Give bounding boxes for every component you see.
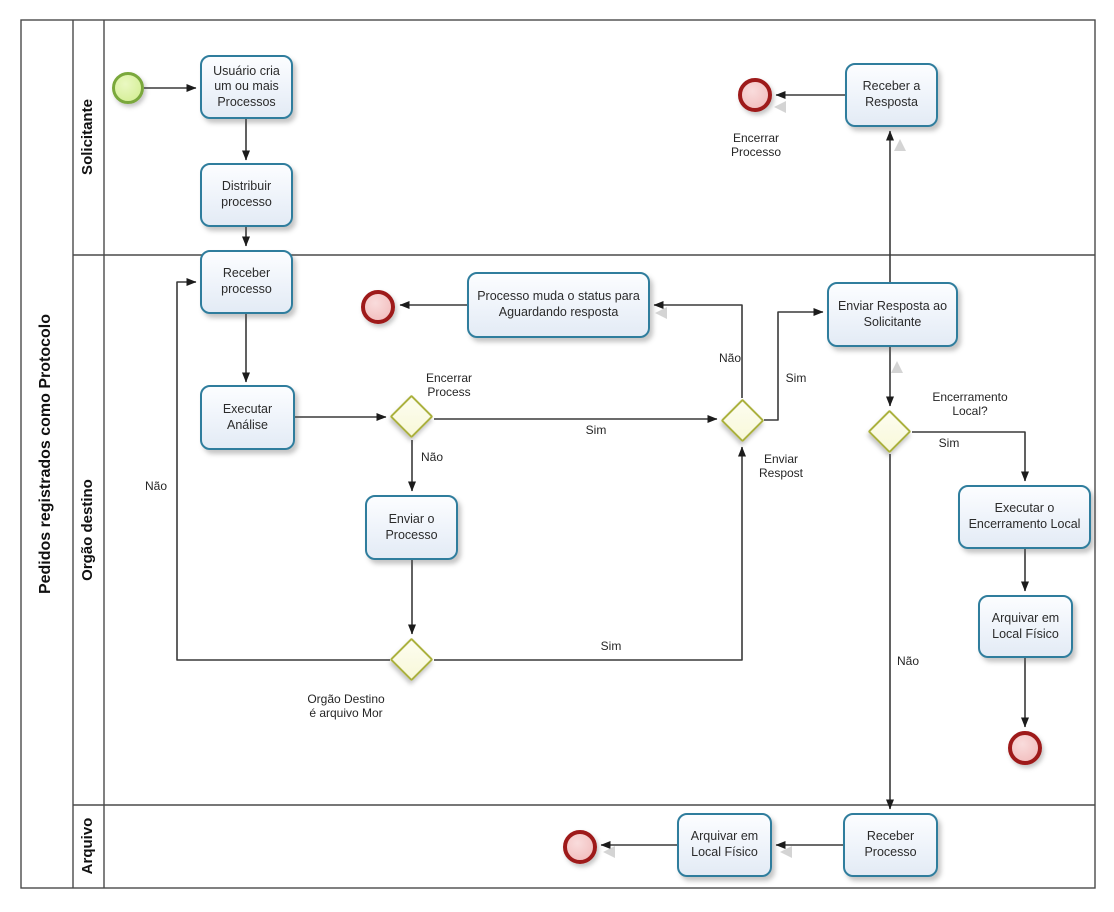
flow-label-gw2-sim: Sim [785, 371, 807, 386]
task-usuario-cria[interactable] [200, 55, 293, 119]
task-label: Receber processo [221, 266, 272, 296]
flow-label-gw4-sim: Sim [600, 639, 622, 654]
end-event-encerrar-processo[interactable] [738, 78, 772, 112]
lane-label-orgao-destino: Orgão destino [79, 479, 96, 581]
flow-label-gw4-nao: Não [144, 479, 168, 494]
task-label: Distribuir processo [221, 179, 272, 209]
task-enviar-o-processo[interactable] [365, 495, 458, 560]
flow-label-gw3-nao: Não [896, 654, 920, 669]
task-receber-processo-arquivo[interactable] [843, 813, 938, 877]
lane-label-arquivo: Arquivo [79, 817, 96, 875]
task-label: Usuário cria um ou mais Processos [213, 63, 280, 109]
ghost-arrow-icon [774, 101, 786, 113]
gateway-label-enviar-respost: Enviar Respost [758, 452, 804, 480]
task-label: Arquivar em Local Físico [991, 610, 1060, 641]
pool-border [21, 20, 1095, 888]
pool-label: Pedidos registrados como Protocolo [37, 313, 54, 595]
flow-label-gw2-nao: Não [718, 351, 742, 366]
task-label: Executar Análise [222, 401, 273, 432]
task-arquivar-local-fisico-arquivo[interactable] [677, 813, 772, 877]
task-receber-processo[interactable] [200, 250, 293, 314]
ghost-arrow-icon [891, 361, 903, 373]
task-executar-encerramento-local[interactable] [958, 485, 1091, 549]
task-label: Enviar o Processo [385, 511, 438, 542]
flow-gw4-sim-to-gw2 [434, 447, 742, 660]
ghost-arrow-icon [894, 139, 906, 151]
flow-label-gw3-sim: Sim [938, 436, 960, 451]
task-arquivar-local-fisico[interactable] [978, 595, 1073, 658]
event-label-encerrar-processo: Encerrar Processo [730, 131, 782, 159]
end-event-local[interactable] [1008, 731, 1042, 765]
ghost-arrow-icon [780, 846, 792, 858]
end-event-aguardando[interactable] [361, 290, 395, 324]
task-processo-muda-status[interactable] [467, 272, 650, 338]
task-label: Enviar Resposta ao Solicitante [837, 298, 948, 329]
task-label: Receber a Resposta [862, 79, 921, 109]
flow-gw2-sim-to-enviar-resposta [764, 312, 823, 420]
task-receber-a-resposta[interactable] [845, 63, 938, 127]
start-event[interactable] [112, 72, 144, 104]
lane-label-solicitante: Solicitante [79, 99, 96, 175]
ghost-arrow-icon [655, 307, 667, 319]
task-label: Executar o Encerramento Local [968, 501, 1081, 531]
flow-gw4-nao-to-receber-processo [177, 282, 390, 660]
flow-gw3-sim-to-executar-encerramento [912, 432, 1025, 481]
task-distribuir-processo[interactable] [200, 163, 293, 227]
flow-label-gw1-nao: Não [420, 450, 444, 465]
gateway-label-encerramento-local: Encerramento Local? [932, 390, 1008, 418]
end-event-arquivo[interactable] [563, 830, 597, 864]
gateway-label-orgao-destino: Orgão Destino é arquivo Mor [307, 692, 385, 720]
task-enviar-resposta[interactable] [827, 282, 958, 347]
ghost-arrow-icon [603, 846, 615, 858]
gateway-label-encerrar-process: Encerrar Process [425, 371, 472, 399]
task-label: Receber Processo [864, 829, 917, 859]
task-executar-analise[interactable] [200, 385, 295, 450]
task-label: Arquivar em Local Físico [690, 829, 759, 859]
task-label: Processo muda o status para Aguardando resposta [477, 289, 640, 319]
flow-label-gw1-sim: Sim [585, 423, 607, 438]
